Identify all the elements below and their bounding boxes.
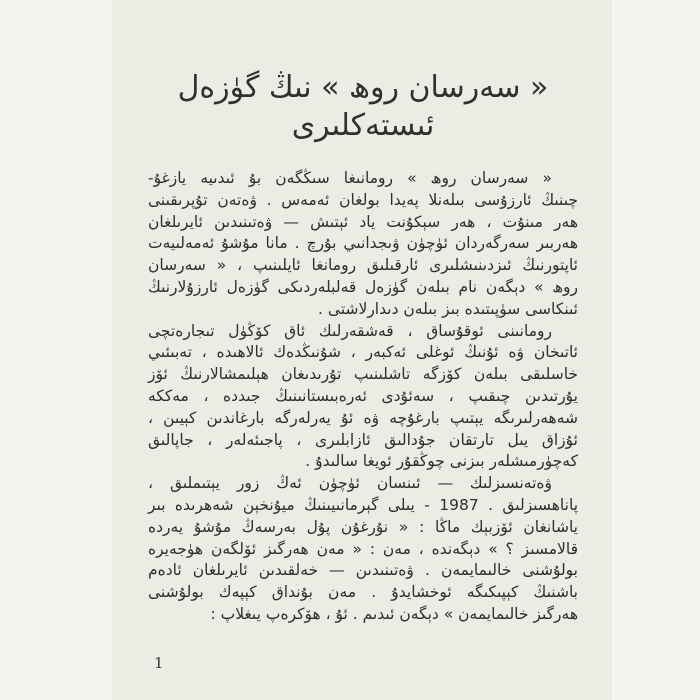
chapter-title-line-1: « سەرسان روھ » نىڭ گۈزەل [177, 70, 549, 105]
paragraph-line: ھەرگىز خالىمايمەن » دېگەن ئىدىم . ئۇ ، ھۆكرەپ يىغلاپ : [210, 604, 578, 623]
paragraph-line: يۇرتىدىن چىقىپ ، سەئۇدى ئەرەبىستانىنىڭ جىددە ، مەككە [148, 386, 578, 405]
paragraph-line: شەھەرلىرىگە يېتىپ بارغۇچە ۋە ئۇ يەرلەرگە بارغاندىن كېيىن ، [148, 408, 578, 427]
paragraph-line: ئاپتورنىڭ ئىزدىنىشلىرى ئارقىلىق رومانغا ئايلىنىپ ، « سەرسان [148, 256, 578, 275]
paragraph-line: كەچۈرمىشلەر بىزنى چوڭقۇر ئويغا سالىدۇ . [305, 452, 578, 471]
paragraph-line: ھەربىر سەرگەردان ئۈچۈن ۋىجدانىي بۇرچ . مانا مۇشۇ ئەمەلىيەت [148, 234, 578, 253]
paragraph-line: خاسلىقى بىلەن كۆزگە تاشلىنىپ تۇرىدىغان ھېلىمشالارنىڭ ئۆز [148, 365, 578, 384]
paragraph-line: رومانىنى ئوقۇساق ، قەشقەرلىك ئاق كۆڭۈل تىجارەتچى [148, 321, 552, 340]
body-text [148, 168, 578, 626]
page-number: 1 [154, 654, 164, 672]
paragraph-line: چىنىڭ ئارزۇسى بىلەنلا پەيدا بولغان ئەمەس . ۋەتەن تۇپرىقىنى [148, 190, 578, 209]
paragraph-line: ئىنكاسى سۈپىتىدە بىز بىلەن دىدارلاشتى . [318, 299, 578, 318]
paragraph-line: ئۇزاق يىل تارتقان جۇدالىق ئازابلىرى ، پاجىئەلەر ، جاپالىق [148, 430, 578, 449]
paragraph-line: ۋەتەنسىزلىك — ئىنسان ئۈچۈن ئەڭ زور يېتىملىق ، [148, 474, 552, 493]
paragraph-line: پاناھسىزلىق . 1987 - يىلى گېرمانىيىنىڭ ميۇنخېن شەھرىدە بىر [148, 495, 579, 514]
paragraph-line: ياشانغان ئۆزبېك ماڭا : « نۇرغۇن پۇل بەرسەڭ مۇشۇ يەردە [148, 517, 578, 536]
paragraph-line: قالامسىز ؟ » دېگەندە ، مەن : « مەن ھەرگىز ئۆلگەن ھۈجەيرە [148, 539, 578, 558]
paragraph-line: ئاتىخان ۋە ئۇنىڭ ئوغلى ئەكبەر ، شۇنىڭدەك ئالاھىدە ، تەبىئىي [148, 343, 578, 362]
paragraph-line: « سەرسان روھ » رومانىغا سىڭگەن بۇ ئىدىيە يازغۇ- [148, 169, 552, 187]
paragraph-line: ھەر مىنۇت ، ھەر سېكۇنت ياد ئېتىش — ۋەتىنىدىن ئايرىلغان [148, 212, 578, 231]
paragraph-line: باشنىڭ كېپىكىگە ئوخشايدۇ . مەن بۇنداق كېپەك بولۇشنى [148, 583, 578, 602]
chapter-title-line-2: ئىستەكلىرى [291, 108, 435, 143]
paragraph-line: بولۇشنى خالىمايمەن . ۋەتىنىدىن — خەلقىدىن ئايرىلغان ئادەم [148, 561, 578, 580]
paragraph-line: روھ » دېگەن نام بىلەن گۈزەل قەلبلەردىكى گۈزەل ئارزۇلارنىڭ [148, 277, 578, 296]
